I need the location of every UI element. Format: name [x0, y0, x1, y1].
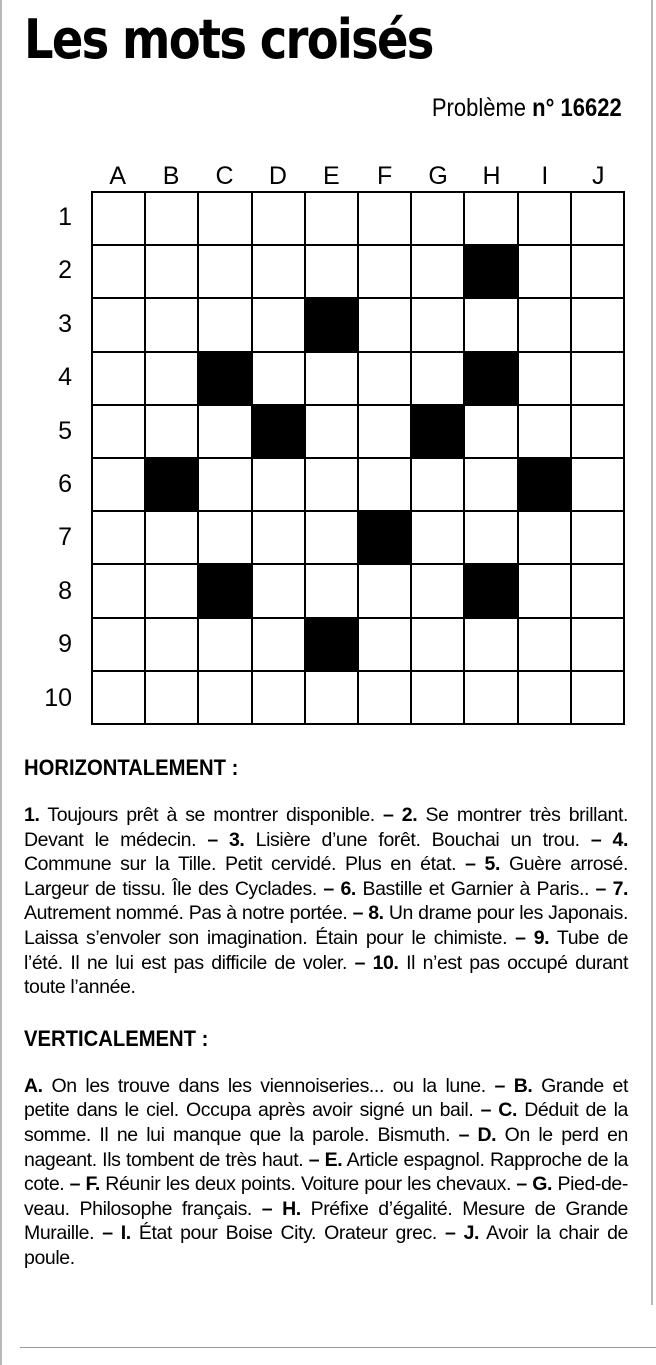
clue-number: H.	[282, 1197, 301, 1220]
grid-cell[interactable]	[358, 564, 411, 617]
grid-cell[interactable]	[145, 405, 198, 458]
clue-separator: –	[579, 828, 613, 851]
row-label: 2	[58, 256, 72, 285]
grid-cell[interactable]	[358, 192, 411, 245]
clue-text: Tube de l’été. Il ne lui est pas difficile de voler.	[24, 926, 629, 974]
clue-separator: –	[303, 1148, 325, 1171]
grid-cell[interactable]	[92, 298, 145, 351]
grid-cell[interactable]	[252, 618, 305, 671]
column-label: G	[428, 162, 448, 190]
clue-number: B.	[513, 1074, 533, 1097]
clue-number: 10.	[372, 951, 399, 974]
clue-number: D.	[477, 1123, 497, 1146]
clue-separator: –	[507, 926, 534, 949]
clue-separator: –	[473, 1099, 499, 1122]
grid-cell[interactable]	[145, 298, 198, 351]
grid-cell[interactable]	[464, 511, 517, 564]
clue-number: E.	[324, 1148, 343, 1171]
column-label: B	[162, 162, 180, 190]
black-square	[198, 352, 251, 405]
grid-cell[interactable]	[571, 405, 624, 458]
grid-cell[interactable]	[145, 618, 198, 671]
black-square	[411, 405, 464, 458]
clue-separator: –	[511, 1173, 533, 1196]
grid-cell[interactable]	[464, 458, 517, 511]
grid-cell[interactable]	[198, 458, 251, 511]
grid-cell[interactable]	[571, 564, 624, 617]
grid-cell[interactable]	[145, 192, 198, 245]
grid-cell[interactable]	[411, 245, 464, 298]
clue-separator: –	[347, 951, 373, 974]
grid-cell[interactable]	[198, 671, 251, 724]
grid-cell[interactable]	[252, 564, 305, 617]
grid-cell[interactable]	[92, 618, 145, 671]
clue-separator: –	[436, 1222, 464, 1245]
row-label: 1	[58, 203, 72, 231]
clue-separator: –	[456, 853, 485, 876]
grid-cell[interactable]	[464, 618, 517, 671]
clue-text: Il n’est pas occupé durant toute l’année.	[24, 951, 628, 999]
grid-cell[interactable]	[92, 458, 145, 511]
clue-text: Commune sur la Tille. Petit cervidé. Plus en état.	[24, 853, 457, 876]
column-label: F	[377, 162, 393, 190]
grid-cell[interactable]	[92, 352, 145, 405]
grid-cell[interactable]	[252, 458, 305, 511]
clue-separator: –	[485, 1074, 514, 1097]
clue-text: Avoir la chair de poule.	[24, 1222, 628, 1269]
grid-cell[interactable]	[518, 618, 571, 671]
grid-cell[interactable]	[411, 352, 464, 405]
grid-cell[interactable]	[252, 192, 305, 245]
row-label: 7	[58, 523, 72, 552]
clue-separator: –	[251, 1197, 283, 1220]
grid-cell[interactable]	[92, 511, 145, 564]
grid-cell[interactable]	[145, 564, 198, 617]
clue-text: Guère arrosé. Largeur de tissu. Île des Cyclades.	[24, 853, 628, 900]
clue-text: Préfixe d’égalité. Mesure de Grande Muraille.	[24, 1197, 629, 1245]
horizontal-title: HORIZONTALEMENT :	[24, 755, 239, 780]
clue-text: On les trouve dans les viennoiseries... ou la lune.	[51, 1074, 486, 1097]
grid-cell[interactable]	[464, 405, 517, 458]
grid-cell[interactable]	[198, 618, 251, 671]
grid-cell[interactable]	[305, 458, 358, 511]
vertical-clues	[24, 1074, 628, 1271]
clue-number: 6.	[340, 877, 356, 900]
grid-cell[interactable]	[411, 564, 464, 617]
clue-number: F.	[85, 1173, 100, 1196]
clue-separator: –	[450, 1123, 478, 1146]
clue-number: 8.	[368, 902, 384, 925]
grid-cell[interactable]	[518, 352, 571, 405]
black-square	[464, 245, 517, 298]
column-label: I	[541, 162, 549, 190]
page-title: Les mots croisés	[24, 8, 433, 71]
grid-cell[interactable]	[518, 245, 571, 298]
black-square	[464, 564, 517, 617]
grid-cell[interactable]	[411, 618, 464, 671]
grid-cell[interactable]	[252, 671, 305, 724]
black-square	[252, 405, 305, 458]
grid-cell[interactable]	[358, 405, 411, 458]
problem-number	[432, 94, 622, 123]
black-square	[145, 458, 198, 511]
clue-text: État pour Boise City. Orateur grec.	[138, 1222, 437, 1245]
grid-cell[interactable]	[92, 405, 145, 458]
column-label: A	[109, 162, 127, 190]
grid-cell[interactable]	[518, 405, 571, 458]
grid-cell[interactable]	[145, 352, 198, 405]
clue-text: Déduit de la somme. Il ne lui manque que la parole. Bismuth.	[24, 1099, 628, 1146]
clue-separator: –	[64, 1173, 86, 1196]
bottom-divider	[20, 1347, 656, 1348]
black-square	[198, 564, 251, 617]
grid-cell[interactable]	[305, 352, 358, 405]
row-labels	[28, 191, 78, 725]
clue-number: 2.	[401, 804, 418, 826]
black-square	[305, 298, 358, 351]
grid-cell[interactable]	[358, 245, 411, 298]
clue-number: 3.	[228, 828, 245, 851]
grid-cell[interactable]	[411, 298, 464, 351]
clue-number: G.	[532, 1173, 553, 1196]
row-label: 6	[58, 470, 72, 498]
grid-cell[interactable]	[411, 671, 464, 724]
grid-cell[interactable]	[305, 511, 358, 564]
column-label: E	[322, 162, 340, 190]
grid-cell[interactable]	[464, 192, 517, 245]
grid-cell[interactable]	[571, 511, 624, 564]
clue-number: C.	[498, 1099, 517, 1122]
column-labels	[91, 162, 625, 192]
grid-cell[interactable]	[358, 671, 411, 724]
black-square	[358, 511, 411, 564]
grid-cell[interactable]	[252, 245, 305, 298]
black-square	[305, 618, 358, 671]
clue-number: 7.	[612, 877, 629, 900]
grid-cell[interactable]	[518, 298, 571, 351]
clue-text: Réunir les deux points. Voiture pour les chevaux.	[105, 1173, 512, 1196]
clue-separator: –	[374, 804, 402, 826]
grid-cell[interactable]	[92, 564, 145, 617]
grid-cell[interactable]	[518, 564, 571, 617]
grid-cell[interactable]	[571, 192, 624, 245]
clues-panel	[24, 755, 628, 1271]
clue-text: Article espagnol. Rapproche de la cote.	[24, 1148, 628, 1196]
clue-number: 4.	[612, 828, 628, 851]
clue-separator: –	[316, 877, 341, 900]
grid-cell[interactable]	[198, 298, 251, 351]
left-border	[0, 0, 2, 1365]
column-label: J	[592, 162, 605, 190]
right-border	[651, 0, 653, 1305]
row-label: 9	[58, 630, 72, 659]
grid-cell[interactable]	[411, 192, 464, 245]
grid-cell[interactable]	[305, 564, 358, 617]
grid-cell[interactable]	[92, 245, 145, 298]
grid-cell[interactable]	[305, 192, 358, 245]
row-label: 8	[58, 576, 72, 605]
grid-cell[interactable]	[145, 245, 198, 298]
clue-text: Bastille et Garnier à Paris..	[362, 877, 589, 900]
problem-number-prefix: n°	[532, 94, 555, 122]
row-label: 10	[44, 683, 72, 712]
clue-separator: –	[196, 828, 229, 851]
grid-cell[interactable]	[518, 671, 571, 724]
grid-cell[interactable]	[198, 192, 251, 245]
grid-cell[interactable]	[358, 458, 411, 511]
grid-cell[interactable]	[198, 245, 251, 298]
vertical-title: VERTICALEMENT :	[24, 1025, 209, 1051]
black-square	[518, 458, 571, 511]
grid-cell[interactable]	[358, 352, 411, 405]
clue-text: Toujours prêt à se montrer disponible.	[47, 804, 375, 826]
grid-cell[interactable]	[92, 671, 145, 724]
grid-cell[interactable]	[305, 671, 358, 724]
grid-cell[interactable]	[411, 458, 464, 511]
grid-cell[interactable]	[305, 245, 358, 298]
clue-number: 5.	[484, 853, 500, 876]
grid-cell[interactable]	[518, 511, 571, 564]
clue-text: On le perd en nageant. Ils tombent de très haut.	[24, 1123, 628, 1171]
row-label: 4	[58, 363, 72, 392]
grid-cell[interactable]	[252, 511, 305, 564]
grid-cell[interactable]	[198, 405, 251, 458]
problem-number-value: 16622	[560, 94, 622, 122]
crossword-grid	[91, 191, 625, 725]
grid-cell[interactable]	[571, 618, 624, 671]
problem-label: Problème	[432, 94, 527, 122]
grid-cell[interactable]	[571, 352, 624, 405]
grid-cell[interactable]	[305, 405, 358, 458]
clue-separator: –	[347, 902, 369, 925]
clue-number: 9.	[533, 926, 550, 949]
clue-separator: –	[94, 1222, 121, 1245]
grid-cell[interactable]	[571, 245, 624, 298]
grid-cell[interactable]	[518, 192, 571, 245]
grid-cell[interactable]	[358, 618, 411, 671]
clue-number: J.	[463, 1222, 480, 1245]
grid-cell[interactable]	[464, 671, 517, 724]
grid-cell[interactable]	[252, 298, 305, 351]
grid-cell[interactable]	[571, 458, 624, 511]
clue-number: 1.	[24, 804, 40, 826]
clue-text: Lisière d’une forêt. Bouchai un trou.	[255, 828, 580, 851]
clue-text: Un drame pour les Japonais. Laissa s’envoler son imagination. Étain pour le chimiste.	[24, 902, 628, 949]
clue-text: Autrement nommé. Pas à notre portée.	[24, 902, 348, 925]
grid-cell[interactable]	[252, 352, 305, 405]
grid-cell[interactable]	[145, 671, 198, 724]
clue-number: A.	[24, 1074, 43, 1097]
clue-text: Se montrer très brillant. Devant le médecin.	[24, 804, 628, 851]
grid-cell[interactable]	[571, 298, 624, 351]
horizontal-clues	[24, 803, 628, 1000]
column-label: H	[482, 162, 501, 190]
grid-cell[interactable]	[358, 298, 411, 351]
row-label: 5	[58, 416, 72, 445]
clue-number: I.	[120, 1222, 131, 1245]
grid-cell[interactable]	[198, 511, 251, 564]
clue-text: Grande et petite dans le ciel. Occupa après avoir signé un bail.	[24, 1074, 628, 1122]
grid-cell[interactable]	[145, 511, 198, 564]
black-square	[464, 352, 517, 405]
grid-cell[interactable]	[92, 192, 145, 245]
grid-cell[interactable]	[464, 298, 517, 351]
clue-text: Pied-de-veau. Philosophe français.	[24, 1173, 628, 1220]
row-label: 3	[58, 309, 72, 338]
grid-cell[interactable]	[411, 511, 464, 564]
column-label: C	[215, 162, 234, 190]
clue-separator: –	[588, 877, 613, 900]
column-label: D	[268, 162, 287, 190]
grid-cell[interactable]	[571, 671, 624, 724]
